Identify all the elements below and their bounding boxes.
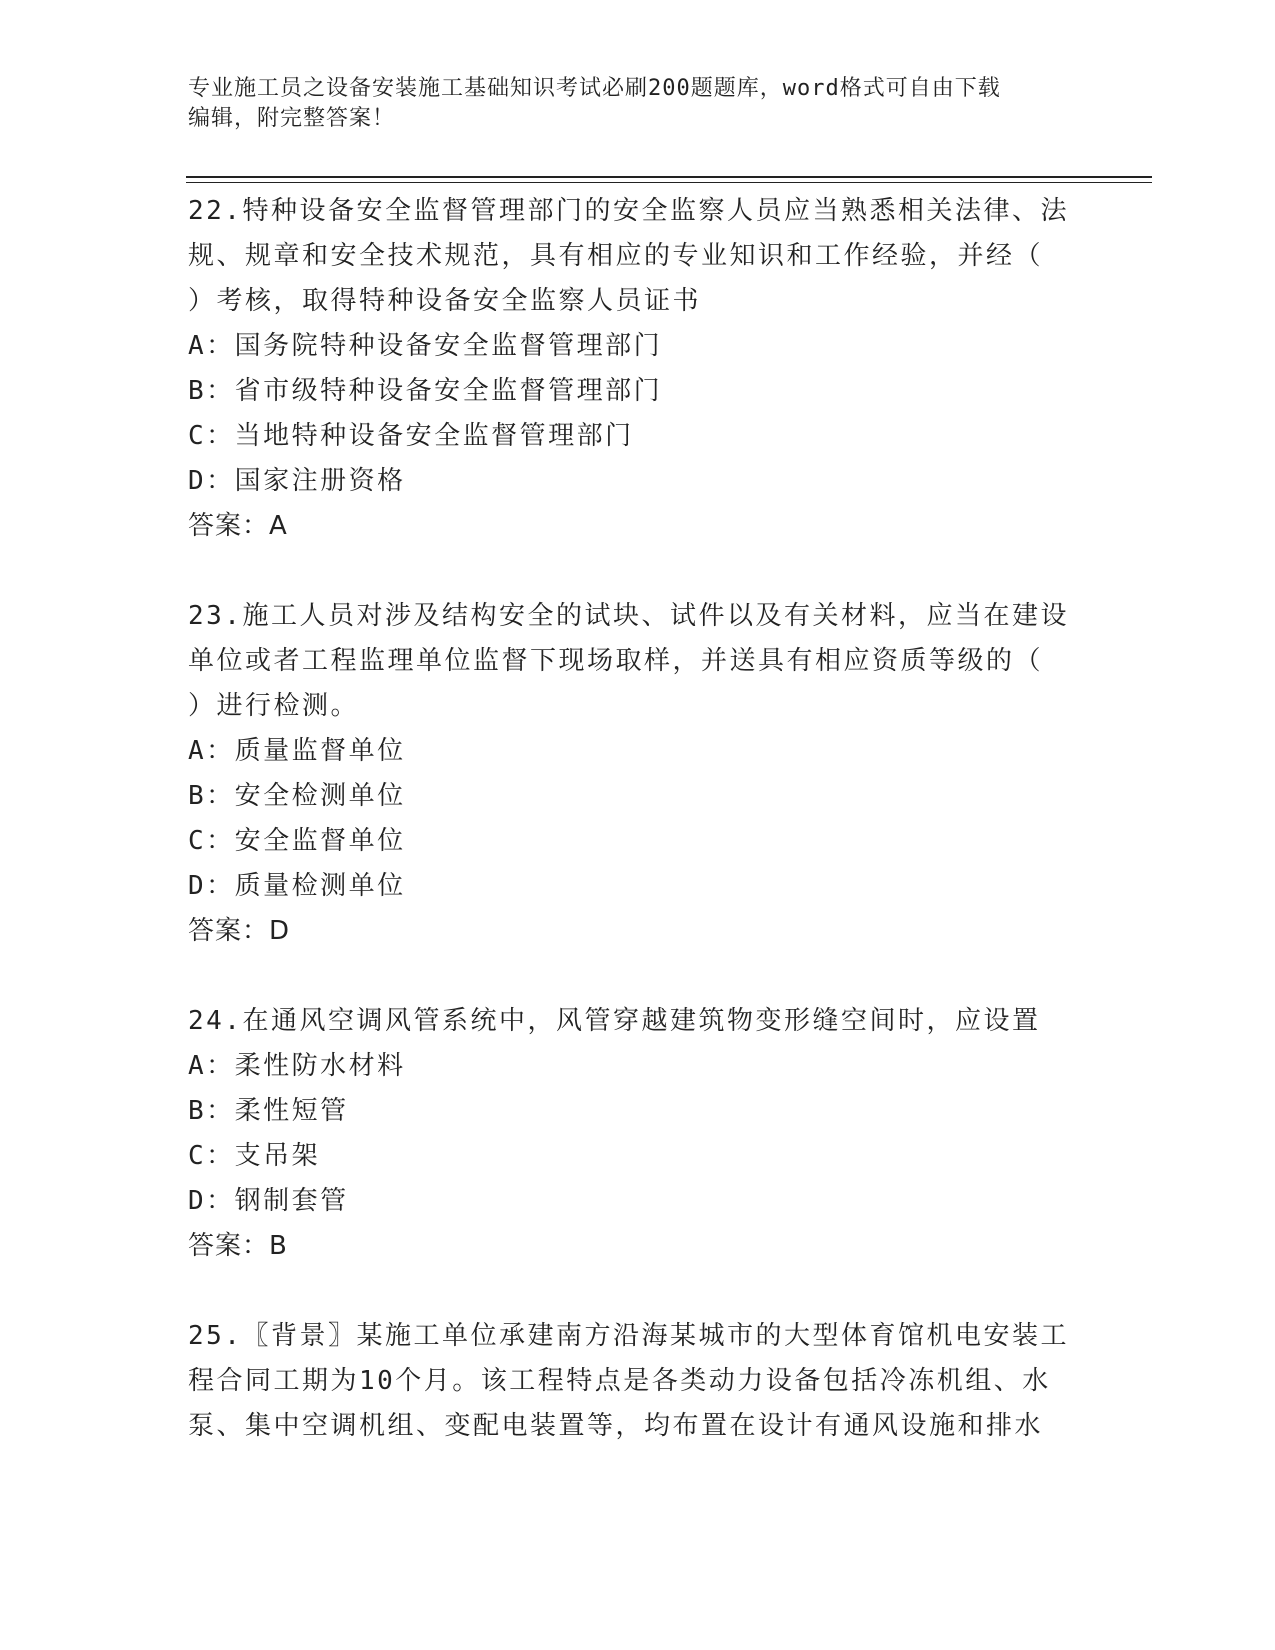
- question-22: [188, 189, 1088, 549]
- option-d: D：国家注册资格: [188, 466, 406, 496]
- answer-line: 答案：B: [188, 1231, 288, 1261]
- question-text-line: 程合同工期为10个月。该工程特点是各类动力设备包括冷冻机组、水: [188, 1366, 1051, 1396]
- question-text-line: 规、规章和安全技术规范，具有相应的专业知识和工作经验，并经（: [188, 241, 1044, 271]
- question-25: [188, 1314, 1088, 1449]
- question-list: [188, 189, 1088, 1494]
- option-a: A：国务院特种设备安全监督管理部门: [188, 331, 663, 361]
- answer-line: 答案：A: [188, 511, 288, 541]
- option-b: B：省市级特种设备安全监督管理部门: [188, 376, 663, 406]
- question-text-line: 24.在通风空调风管系统中，风管穿越建筑物变形缝空间时，应设置: [188, 1006, 1041, 1036]
- answer-line: 答案：D: [188, 916, 291, 946]
- header-line: 编辑，附完整答案！: [188, 106, 396, 131]
- question-text-line: 泵、集中空调机组、变配电装置等，均布置在设计有通风设施和排水: [188, 1411, 1044, 1441]
- question-text-line: 23.施工人员对涉及结构安全的试块、试件以及有关材料，应当在建设: [188, 601, 1069, 631]
- header-divider-thin: [186, 182, 1152, 183]
- header-line: 专业施工员之设备安装施工基础知识考试必刷200题题库，word格式可自由下载: [188, 76, 1001, 101]
- option-a: A：质量监督单位: [188, 736, 406, 766]
- option-b: B：柔性短管: [188, 1096, 349, 1126]
- option-c: C：当地特种设备安全监督管理部门: [188, 421, 634, 451]
- option-b: B：安全检测单位: [188, 781, 406, 811]
- question-text-line: 22.特种设备安全监督管理部门的安全监察人员应当熟悉相关法律、法: [188, 196, 1069, 226]
- option-d: D：质量检测单位: [188, 871, 406, 901]
- option-d: D：钢制套管: [188, 1186, 349, 1216]
- option-c: C：支吊架: [188, 1141, 321, 1171]
- question-text-line: ）考核，取得特种设备安全监察人员证书: [188, 286, 702, 316]
- option-a: A：柔性防水材料: [188, 1051, 406, 1081]
- option-c: C：安全监督单位: [188, 826, 406, 856]
- question-text-line: ）进行检测。: [188, 691, 360, 721]
- question-24: [188, 999, 1088, 1269]
- document-header: [188, 74, 1068, 134]
- header-divider-thick: [186, 176, 1152, 178]
- question-text-line: 25.〖背景〗某施工单位承建南方沿海某城市的大型体育馆机电安装工: [188, 1321, 1069, 1351]
- question-text-line: 单位或者工程监理单位监督下现场取样，并送具有相应资质等级的（: [188, 646, 1044, 676]
- question-23: [188, 594, 1088, 954]
